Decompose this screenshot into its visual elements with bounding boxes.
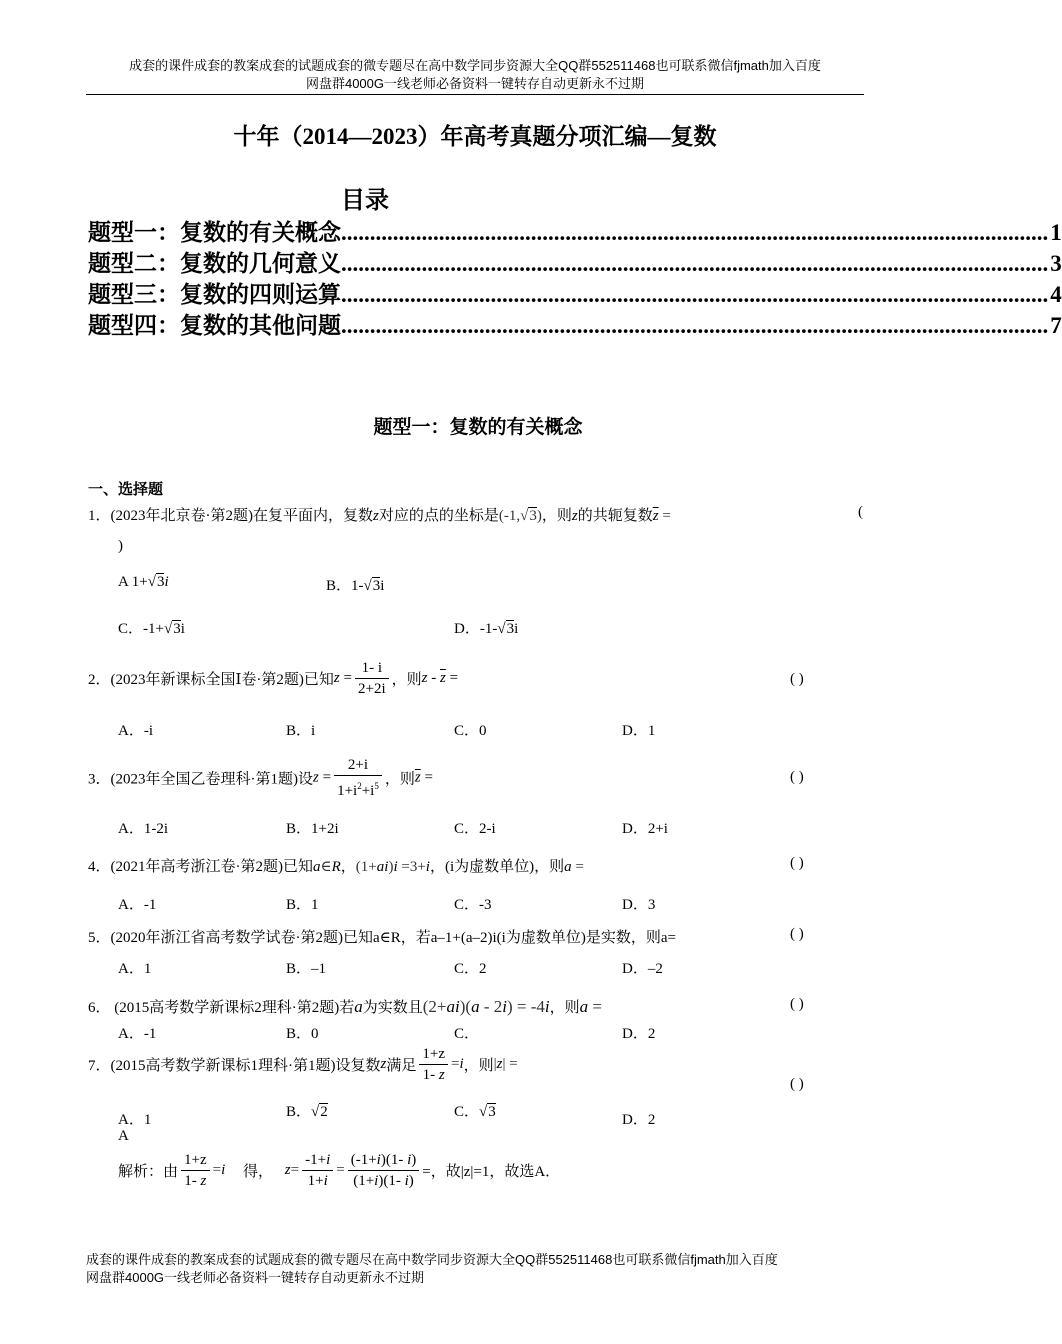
q2-option-c[interactable]: C．0 bbox=[454, 723, 487, 739]
q7-option-b[interactable]: B．√2 bbox=[286, 1104, 328, 1120]
toc-leader-dots: ........................................................................................................................... bbox=[341, 220, 1049, 245]
answer-paren: ( ) bbox=[790, 1076, 804, 1092]
question-4: 4．(2021年高考浙江卷·第2题)已知a∈R，(1+ai)i =3+i，(i为虚数单位)，则a = bbox=[88, 859, 584, 875]
answer-paren: ( ) bbox=[790, 671, 804, 687]
q2-option-a[interactable]: A．-i bbox=[118, 723, 153, 739]
q7-option-d[interactable]: D．2 bbox=[622, 1112, 656, 1128]
toc-item[interactable] bbox=[88, 245, 1062, 276]
section-title: 题型一：复数的有关概念 bbox=[373, 417, 583, 438]
question-2: 2．(2023年新课标全国Ⅰ卷·第2题)已知z = $\frac{1- i}{2+2i}$ ，则z - $\overline{z}$ = bbox=[88, 660, 459, 697]
q1-close-paren: ) bbox=[118, 538, 123, 554]
subsection-title: 一、选择题 bbox=[88, 482, 164, 498]
q2-option-d[interactable]: D．1 bbox=[622, 723, 656, 739]
q1-option-d[interactable]: D．-1-√3i bbox=[454, 621, 519, 637]
q1-option-a[interactable]: A 1+√3i bbox=[118, 574, 169, 590]
toc-item[interactable] bbox=[88, 307, 1062, 338]
toc-item-page: 1 bbox=[1050, 220, 1062, 245]
answer-paren: ( ) bbox=[790, 855, 804, 871]
q3-option-d[interactable]: D．2+i bbox=[622, 821, 668, 837]
q1-option-b[interactable]: B．1-√3i bbox=[326, 578, 385, 594]
q5-option-d[interactable]: D．–2 bbox=[622, 961, 663, 977]
q3-option-b[interactable]: B．1+2i bbox=[286, 821, 339, 837]
q1-option-c[interactable]: C．-1+√3i bbox=[118, 621, 185, 637]
page-footer bbox=[86, 1251, 864, 1287]
toc-item-label: 题型三：复数的四则运算 bbox=[88, 282, 341, 307]
toc-item[interactable] bbox=[88, 214, 1062, 245]
header-line-1: 成套的课件成套的教案成套的试题成套的微专题尽在高中数学同步资源大全QQ群552511468也可联系微信fjmath加入百度 bbox=[129, 58, 821, 73]
q7-option-a[interactable]: A．1 bbox=[118, 1112, 152, 1128]
q5-option-c[interactable]: C．2 bbox=[454, 961, 487, 977]
q5-option-a[interactable]: A．1 bbox=[118, 961, 152, 977]
toc-item-page: 7 bbox=[1050, 313, 1062, 338]
q4-option-c[interactable]: C．-3 bbox=[454, 897, 492, 913]
toc-heading: 目录 bbox=[341, 188, 389, 214]
header-rule bbox=[86, 94, 864, 95]
table-of-contents bbox=[88, 214, 1062, 338]
q3-option-c[interactable]: C．2-i bbox=[454, 821, 496, 837]
question-5: 5．(2020年浙江省高考数学试卷·第2题)已知a∈R，若a–1+(a–2)i(i为虚数单位)是实数，则a= bbox=[88, 930, 676, 946]
document-title: 十年（2014—2023）年高考真题分项汇编—复数 bbox=[233, 124, 717, 149]
question-7: 7．(2015高考数学新课标1理科·第1题)设复数z满足 $\frac{1+z}{1- z}$ =i，则|z| = bbox=[88, 1046, 518, 1083]
toc-item[interactable] bbox=[88, 276, 1062, 307]
q3-option-a[interactable]: A．1-2i bbox=[118, 821, 168, 837]
answer-paren: ( ) bbox=[790, 926, 804, 942]
answer-paren: ( ) bbox=[790, 769, 804, 785]
footer-line-2: 网盘群4000G一线老师必备资料一键转存自动更新永不过期 bbox=[86, 1270, 425, 1285]
page-header bbox=[86, 57, 864, 93]
q4-option-a[interactable]: A．-1 bbox=[118, 897, 157, 913]
question-1: 1．(2023年北京卷·第2题)在复平面内，复数z对应的点的坐标是(-1,√3)，则z的共轭复数$\overline{z}$ = bbox=[88, 508, 671, 524]
toc-leader-dots: ........................................................................................................................... bbox=[341, 282, 1049, 307]
q6-option-b[interactable]: B．0 bbox=[286, 1026, 319, 1042]
q4-option-b[interactable]: B．1 bbox=[286, 897, 319, 913]
toc-item-page: 3 bbox=[1050, 251, 1062, 276]
answer-paren-open: ( bbox=[858, 504, 863, 520]
question-6: 6． (2015高考数学新课标2理科·第2题)若a为实数且(2+ai)(a - 2i) = -4i，则a = bbox=[88, 997, 602, 1016]
q6-option-c[interactable]: C． bbox=[454, 1026, 480, 1042]
question-3: 3．(2023年全国乙卷理科·第1题)设z = $\frac{2+i}{1+i^2+i^5}$ ，则$\overline{z}$ = bbox=[88, 757, 433, 799]
q7-solution: 解析：由 $\frac{1+z}{1- z}$ =i 得， z= $\frac{-1+i}{1+i}$ = $\frac{(-1+i)(1- i)}{(1+i)(1- i)}$ =，故|z|=1，故选A． bbox=[118, 1152, 561, 1189]
toc-item-page: 4 bbox=[1050, 282, 1062, 307]
header-line-2: 网盘群4000G一线老师必备资料一键转存自动更新永不过期 bbox=[305, 76, 645, 91]
q7-answer: A bbox=[118, 1128, 129, 1144]
q6-option-d[interactable]: D．2 bbox=[622, 1026, 656, 1042]
toc-item-label: 题型一：复数的有关概念 bbox=[88, 220, 341, 245]
toc-item-label: 题型四：复数的其他问题 bbox=[88, 313, 341, 338]
toc-leader-dots: ........................................................................................................................... bbox=[341, 313, 1049, 338]
toc-item-label: 题型二：复数的几何意义 bbox=[88, 251, 341, 276]
answer-paren: ( ) bbox=[790, 996, 804, 1012]
footer-line-1: 成套的课件成套的教案成套的试题成套的微专题尽在高中数学同步资源大全QQ群552511468也可联系微信fjmath加入百度 bbox=[86, 1252, 778, 1267]
toc-leader-dots: ........................................................................................................................... bbox=[341, 251, 1049, 276]
q5-option-b[interactable]: B．–1 bbox=[286, 961, 327, 977]
q6-option-a[interactable]: A．-1 bbox=[118, 1026, 157, 1042]
q7-option-c[interactable]: C．√3 bbox=[454, 1104, 496, 1120]
q4-option-d[interactable]: D．3 bbox=[622, 897, 656, 913]
q2-option-b[interactable]: B．i bbox=[286, 723, 316, 739]
